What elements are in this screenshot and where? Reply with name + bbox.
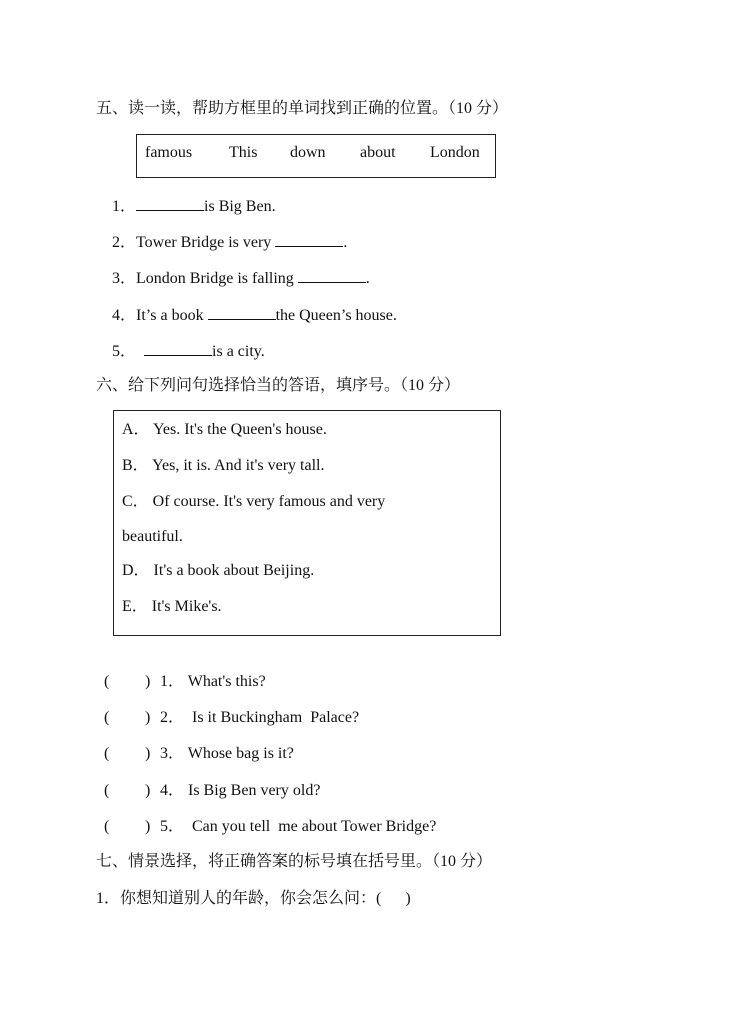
answer-option-b: B． Yes, it is. And it's very tall. bbox=[122, 457, 325, 474]
section-7-question-1: 1．你想知道别人的年龄，你会怎么问：( ) bbox=[96, 890, 411, 907]
word-bank-word: down bbox=[290, 144, 326, 161]
word-bank-word: London bbox=[430, 144, 480, 161]
answer-paren-open[interactable]: ( bbox=[104, 709, 110, 726]
section-7-heading: 七、情景选择，将正确答案的标号填在括号里。（10 分） bbox=[96, 853, 493, 870]
answer-paren-open[interactable]: ( bbox=[104, 745, 110, 762]
item-text-before bbox=[136, 343, 144, 360]
item-number: 1． bbox=[112, 198, 137, 215]
answer-option-d: D． It's a book about Beijing. bbox=[122, 562, 315, 579]
question-text: 4． Is Big Ben very old? bbox=[160, 782, 321, 799]
fill-item-1 bbox=[112, 196, 276, 217]
word-bank-word: about bbox=[360, 144, 396, 161]
answer-paren-open[interactable]: ( bbox=[104, 818, 110, 835]
word-bank-box bbox=[136, 134, 496, 178]
item-number: 4． bbox=[112, 307, 137, 324]
question-text: 5． Can you tell me about Tower Bridge? bbox=[160, 818, 437, 835]
item-text-after: . bbox=[365, 270, 370, 287]
item-text-before: Tower Bridge is very bbox=[136, 234, 276, 251]
answer-options-box bbox=[113, 410, 501, 636]
answer-paren-close[interactable]: ) bbox=[145, 818, 151, 835]
fill-item-5 bbox=[112, 341, 265, 362]
answer-paren-close[interactable]: ) bbox=[145, 745, 151, 762]
item-text-after: . bbox=[343, 234, 348, 251]
answer-paren-close[interactable]: ) bbox=[145, 782, 151, 799]
answer-paren-close[interactable]: ) bbox=[145, 709, 151, 726]
answer-option-e: E． It's Mike's. bbox=[122, 598, 222, 615]
item-number: 2． bbox=[112, 234, 137, 251]
item-number: 5． bbox=[112, 343, 137, 360]
answer-option-a: A． Yes. It's the Queen's house. bbox=[122, 421, 327, 438]
fill-item-2 bbox=[112, 232, 347, 253]
fill-item-3 bbox=[112, 268, 370, 289]
answer-blank[interactable] bbox=[136, 196, 204, 211]
question-text: 1． What's this? bbox=[160, 673, 266, 690]
answer-blank[interactable] bbox=[144, 341, 212, 356]
word-bank-word: This bbox=[229, 144, 258, 161]
fill-item-4 bbox=[112, 305, 397, 326]
answer-blank[interactable] bbox=[275, 232, 343, 247]
item-number: 3． bbox=[112, 270, 137, 287]
question-text: 2． Is it Buckingham Palace? bbox=[160, 709, 360, 726]
section-5-heading: 五、读一读，帮助方框里的单词找到正确的位置。（10 分） bbox=[96, 100, 509, 117]
answer-blank[interactable] bbox=[208, 305, 276, 320]
item-text-before: It’s a book bbox=[136, 307, 208, 324]
item-text-after: is a city. bbox=[212, 343, 265, 360]
word-bank-word: famous bbox=[145, 144, 193, 161]
answer-paren-open[interactable]: ( bbox=[104, 673, 110, 690]
question-text: 3． Whose bag is it? bbox=[160, 745, 294, 762]
answer-paren-open[interactable]: ( bbox=[104, 782, 110, 799]
answer-blank[interactable] bbox=[298, 268, 366, 283]
answer-option-c: C． Of course. It's very famous and very bbox=[122, 493, 386, 510]
answer-option-c-continued: beautiful. bbox=[122, 528, 183, 545]
answer-paren-close[interactable]: ) bbox=[145, 673, 151, 690]
item-text-after: the Queen’s house. bbox=[275, 307, 397, 324]
section-6-heading: 六、给下列问句选择恰当的答语，填序号。（10 分） bbox=[96, 377, 461, 394]
item-text-after: is Big Ben. bbox=[204, 198, 276, 215]
item-text-before: London Bridge is falling bbox=[136, 270, 298, 287]
